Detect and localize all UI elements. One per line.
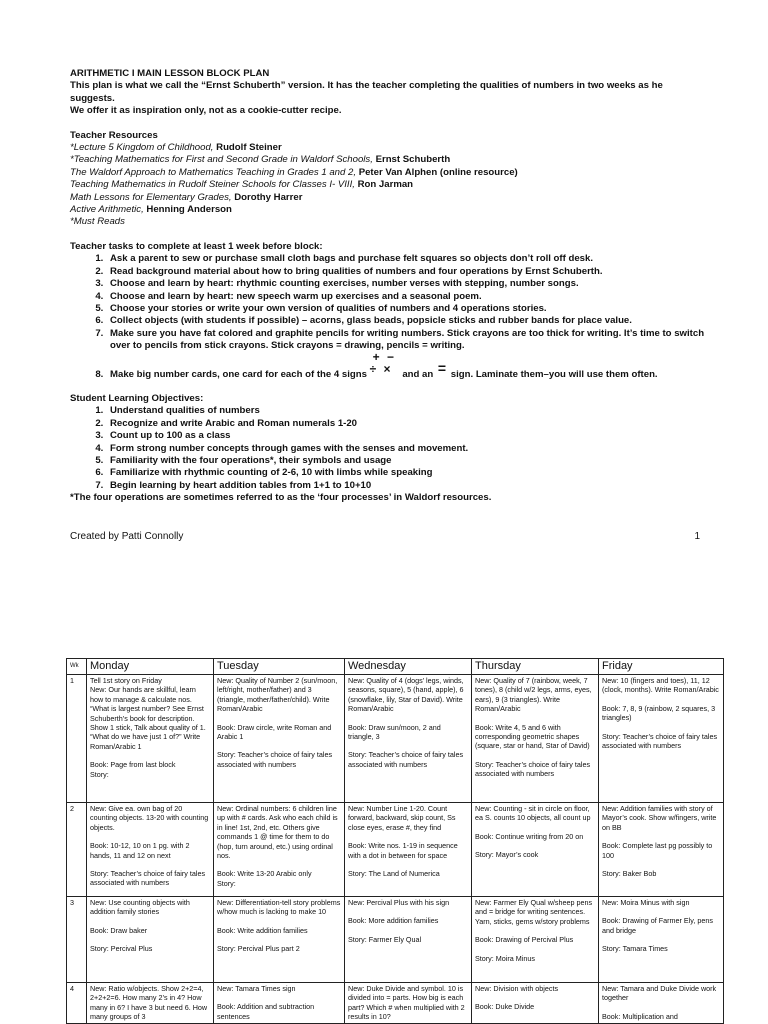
resources-heading: Teacher Resources [70, 129, 158, 141]
cell-line: Story: Farmer Ely Qual [348, 934, 422, 944]
cell-line: Story: Percival Plus [90, 944, 153, 954]
weekly-plan-table [66, 658, 724, 1024]
author-credit: Created by Patti Connolly [70, 531, 184, 542]
cell-line: New: Addition families with story of Mayor’s cook. Show w/fingers, write on BB [602, 804, 717, 832]
table-row [67, 983, 724, 1024]
intro-line-2: We offer it as inspiration only, not as a cookie-cutter recipe. [70, 105, 342, 117]
cell-friday [599, 675, 724, 803]
cell-line: New: Tamara and Duke Divide work together [602, 984, 717, 1003]
cell-line: Book: Draw baker [90, 925, 148, 935]
table-header-row [67, 659, 724, 675]
cell-line: Story: Moira Minus [475, 953, 535, 963]
resource-item: Math Lessons for Elementary Grades, Dorothy Harrer [70, 191, 303, 203]
cell-line: New: Ordinal numbers: 6 children line up with # cards. Ask who each child is in line! 1st, 2nd, etc. Others give commands 1 @ time for them to do (hop, turn around, etc.) using ordinal nos. [217, 804, 338, 861]
cell-line: New: Farmer Ely Qual w/sheep pens and = bridge for writing sentences. Yarn, sticks, gems w/story problems [475, 898, 593, 926]
cell-line: Book: 10-12, 10 on 1 pg. with 2 hands, 11 and 12 on next [90, 841, 190, 860]
cell-line: Book: 7, 8, 9 (rainbow, 2 squares, 3 triangles) [602, 703, 716, 723]
plus-minus-signs: + − [372, 349, 396, 364]
cell-line: Book: Draw circle, write Roman and Arabic 1 [217, 722, 332, 742]
cell-line: Book: Write 13-20 Arabic only [217, 869, 312, 879]
cell-line: Book: Write 4, 5 and 6 with corresponding geometric shapes (square, star or hand, Star of David) [475, 722, 590, 751]
page-footer [70, 531, 700, 542]
cell-friday [599, 983, 724, 1024]
cell-line: Story: Teacher’s choice of fairy tales associated with numbers [475, 759, 591, 779]
objectives-heading: Student Learning Objectives: [70, 392, 204, 404]
week-number: 1 [67, 675, 87, 803]
cell-line: Story: [217, 878, 236, 888]
cell-thursday [472, 897, 599, 983]
cell-line: New: Duke Divide and symbol. 10 is divided into = parts. How big is each part? Which # when multiplied with 2 results in 10? [348, 984, 465, 1022]
resource-item: Active Arithmetic, Henning Anderson [70, 204, 232, 216]
cell-wednesday [345, 803, 472, 897]
cell-line: New: Differentiation-tell story problems w/how much is lacking to make 10 [217, 898, 341, 917]
resource-item: Teaching Mathematics in Rudolf Steiner Schools for Classes I- VIII, Ron Jarman [70, 179, 414, 191]
column-header-tuesday: Tuesday [214, 659, 345, 675]
objective-item: 7. Begin learning by heart addition tables from 1+1 to 10+10 [106, 480, 710, 492]
objective-item: 3. Count up to 100 as a class [106, 430, 710, 442]
cell-line: Book: Addition and subtraction sentences [217, 1002, 315, 1021]
cell-thursday [472, 983, 599, 1024]
cell-line: Book: Continue writing from 20 on [475, 831, 584, 841]
week-number: 4 [67, 983, 87, 1024]
cell-line: New: Ratio w/objects. Show 2+2=4, 2+2+2=6. How many 2’s in 4? How many in 6? I have 3 but need 6. How many groups of 3 [90, 984, 208, 1022]
cell-line: Book: Draw sun/moon, 2 and triangle, 3 [348, 722, 441, 742]
tasks-list [70, 253, 710, 381]
cell-friday [599, 803, 724, 897]
cell-line: New: Our hands are skillful, learn how to manage & calculate nos. “What is largest number? See Ernst Schuberth’s book for description. Show 1 stick, Talk about quality of 1. “What do we have just 1 of?” Write Roman/Arabic 1 [90, 685, 206, 751]
task-item: 3. Choose and learn by heart: rhythmic counting exercises, number verses with stepping, number songs. [106, 278, 710, 290]
column-header-thursday: Thursday [472, 659, 599, 675]
cell-line: Story: Mayor’s cook [475, 850, 539, 860]
cell-line: Book: Drawing of Farmer Ely, pens and bridge [602, 916, 713, 935]
task-item [106, 349, 710, 381]
task-8-text-b: and an [402, 368, 434, 380]
cell-line: New: Tamara Times sign [217, 984, 296, 993]
resources-list [70, 142, 710, 229]
resource-item: *Lecture 5 Kingdom of Childhood, Rudolf Steiner [70, 142, 282, 154]
lesson-plan-page [70, 68, 710, 505]
task-item: 4. Choose and learn by heart: new speech warm up exercises and a seasonal poem. [106, 291, 710, 303]
column-header-week: Wk [67, 659, 87, 675]
equals-sign: = [437, 359, 447, 376]
table-row [67, 897, 724, 983]
cell-line: New: Quality of Number 2 (sun/moon, left/right, mother/father) and 3 (triangle, mother/father/child). Write Roman/Arabic [217, 676, 338, 714]
task-item: 6. Collect objects (with students if possible) – acorns, glass beads, popsicle sticks and rubber bands for place value. [106, 315, 710, 327]
cell-line: Story: Tamara Times [602, 944, 668, 954]
operation-signs [369, 349, 400, 377]
objective-item: 5. Familiarity with the four operations*, their symbols and usage [106, 455, 710, 467]
operations-note: *The four operations are sometimes referred to as the ‘four processes’ in Waldorf resources. [70, 492, 492, 504]
cell-line: Story: Teacher’s choice of fairy tales associated with numbers [90, 869, 206, 888]
cell-line: Story: Teacher’s choice of fairy tales associated with numbers [217, 750, 333, 769]
cell-line: Book: Page from last block [90, 760, 176, 770]
table-row [67, 803, 724, 897]
cell-monday [87, 675, 214, 803]
cell-line: New: Percival Plus with his sign [348, 898, 450, 907]
cell-line: Book: Duke Divide [475, 1002, 535, 1012]
cell-line: New: Counting - sit in circle on floor, ea S. counts 10 objects, all count up [475, 804, 591, 823]
objective-item: 1. Understand qualities of numbers [106, 405, 710, 417]
cell-tuesday [214, 983, 345, 1024]
cell-friday [599, 897, 724, 983]
page-number: 1 [694, 531, 700, 542]
objectives-list [70, 405, 710, 492]
cell-line: Story: The Land of Numerica [348, 869, 440, 879]
cell-monday [87, 897, 214, 983]
task-item: 1. Ask a parent to sew or purchase small cloth bags and purchase felt squares so objects don’t roll off desk. [106, 253, 710, 265]
divide-multiply-signs: ÷ × [369, 361, 393, 376]
cell-line: Tell 1st story on Friday [90, 676, 162, 685]
task-item: 7. Make sure you have fat colored and graphite pencils for writing numbers. Stick crayons are too thick for writing. It’s time to switch over to pencils from stick crayons. Stick crayons = drawing, pencils = writing. [106, 328, 710, 353]
resource-item: *Must Reads [70, 216, 125, 228]
cell-line: New: Quality of 4 (dogs’ legs, winds, seasons, square), 5 (hand, apple), 6 (snowflake, lily, Star of David). Write Roman/Arabic [348, 676, 464, 714]
table-row [67, 675, 724, 803]
cell-wednesday [345, 983, 472, 1024]
column-header-friday: Friday [599, 659, 724, 675]
cell-line: Book: Write addition families [217, 925, 308, 935]
objective-item: 6. Familiarize with rhythmic counting of 2-6, 10 with limbs while speaking [106, 467, 710, 479]
task-item: 2. Read background material about how to bring qualities of numbers and four operations by Ernst Schuberth. [106, 266, 710, 278]
cell-line: Story: Teacher’s choice of fairy tales associated with numbers [602, 731, 718, 751]
cell-line: Book: Write nos. 1-19 in sequence with a dot in between for space [348, 841, 458, 860]
objective-item: 4. Form strong number concepts through games with the senses and movement. [106, 443, 710, 455]
cell-monday [87, 983, 214, 1024]
page-title: ARITHMETIC I MAIN LESSON BLOCK PLAN [70, 68, 270, 79]
cell-thursday [472, 675, 599, 803]
cell-line: Book: Multiplication and [602, 1011, 678, 1021]
tasks-heading: Teacher tasks to complete at least 1 week before block: [70, 240, 323, 252]
cell-tuesday [214, 803, 345, 897]
cell-monday [87, 803, 214, 897]
cell-line: New: Division with objects [475, 984, 559, 993]
column-header-wednesday: Wednesday [345, 659, 472, 675]
cell-tuesday [214, 897, 345, 983]
cell-line: New: Quality of 7 (rainbow, week, 7 tones), 8 (child w/2 legs, arms, eyes, ears), 9 (3 triangles). Write Roman/Arabic [475, 676, 592, 714]
cell-wednesday [345, 675, 472, 803]
resource-item: The Waldorf Approach to Mathematics Teaching in Grades 1 and 2, Peter Van Alphen (online resource) [70, 166, 518, 178]
cell-line: Story: Percival Plus part 2 [217, 944, 300, 954]
intro-line-1: This plan is what we call the “Ernst Schuberth” version. It has the teacher completing the qualities of numbers in two weeks as he suggests. [70, 80, 663, 104]
cell-wednesday [345, 897, 472, 983]
cell-line: New: Moira Minus with sign [602, 898, 690, 907]
cell-line: Book: More addition families [348, 916, 439, 926]
column-header-monday: Monday [87, 659, 214, 675]
cell-line: New: Number Line 1-20. Count forward, backward, skip count, Ss close eyes, erase #, they find [348, 804, 456, 832]
cell-line: Story: Baker Bob [602, 869, 657, 879]
cell-thursday [472, 803, 599, 897]
cell-line: Book: Drawing of Percival Plus [475, 935, 574, 945]
task-item: 5. Choose your stories or write your own version of qualities of numbers and 4 operations stories. [106, 303, 710, 315]
week-number: 2 [67, 803, 87, 897]
cell-tuesday [214, 675, 345, 803]
cell-line: Story: Teacher’s choice of fairy tales associated with numbers [348, 750, 464, 769]
task-8-text-a: Make big number cards, one card for each of the 4 signs [110, 368, 367, 380]
week-number: 3 [67, 897, 87, 983]
cell-line: New: Use counting objects with addition family stories [90, 898, 190, 917]
objective-item: 2. Recognize and write Arabic and Roman numerals 1-20 [106, 418, 710, 430]
cell-line: Story: [90, 769, 109, 779]
cell-line: New: 10 (fingers and toes), 11, 12 (clock, months). Write Roman/Arabic [602, 676, 719, 695]
cell-line: New: Give ea. own bag of 20 counting objects. 13-20 with counting objects. [90, 804, 209, 832]
resource-item: *Teaching Mathematics for First and Second Grade in Waldorf Schools, Ernst Schuberth [70, 154, 451, 166]
task-8-text-c: sign. Laminate them–you will use them often. [450, 368, 658, 380]
cell-line: Book: Complete last pg possibly to 100 [602, 841, 713, 860]
